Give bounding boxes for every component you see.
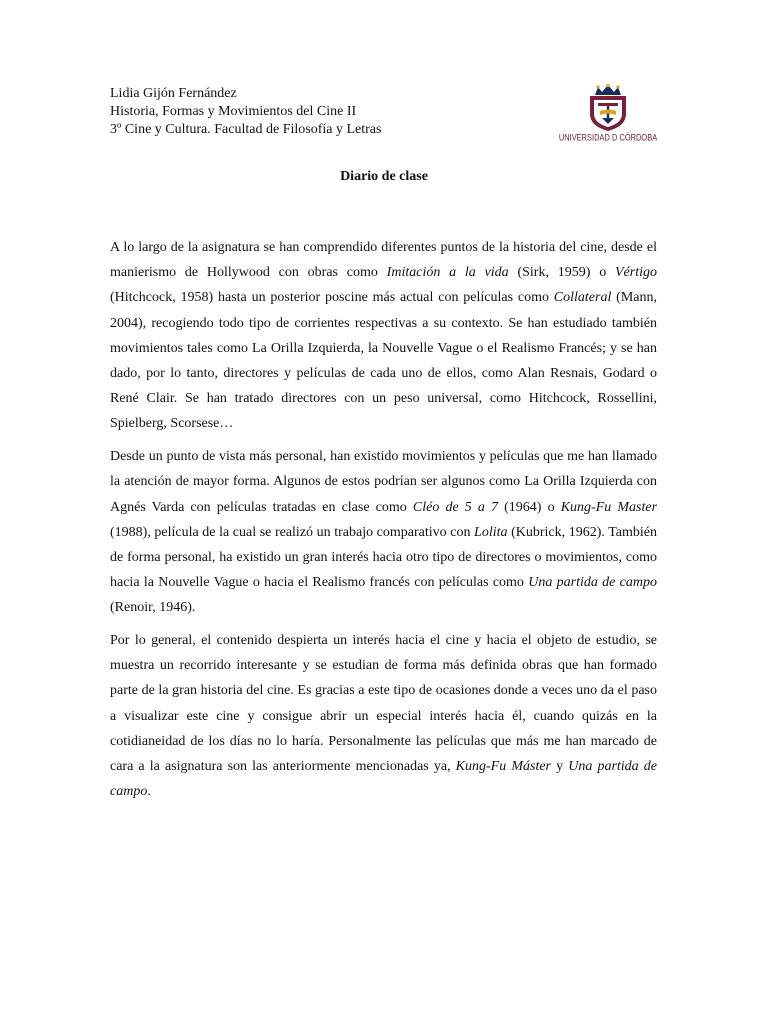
paragraph-text: A lo largo de la asignatura se han comprendido diferentes puntos de la historia del cine, desde el manierismo de Hollywood con obras como	[110, 240, 657, 281]
document-header	[110, 85, 381, 139]
paragraph-text: (1988), película de la cual se realizó un trabajo comparativo con	[110, 524, 475, 540]
film-title: Kung-Fu Master	[560, 499, 658, 515]
author-name: Lidia Gijón Fernández	[110, 86, 237, 101]
paragraph-text: (Mann, 2004), recogiendo todo tipo de corrientes respectivas a su contexto. Se han estudiado también movimientos tales como La Orilla Izquierda, la Nouvelle Vague o el Realismo Francés; y se han dado, por lo tanto, directores y películas de cada uno de ellos, como Alan Resnais, Godard o René Clair. Se han tratado directores con un peso universal, como Hitchcock, Rossellini, Spielberg, Scorsese…	[110, 290, 658, 432]
university-crest-icon	[586, 84, 630, 132]
document-title: Diario de clase	[340, 169, 428, 184]
film-title: Vértigo	[615, 265, 657, 281]
document-body	[110, 235, 657, 812]
degree-faculty: 3º Cine y Cultura. Facultad de Filosofía y Letras	[110, 122, 382, 137]
film-title: Collateral	[553, 290, 612, 306]
film-title: Imitación a la vida	[386, 265, 509, 281]
university-logo	[556, 84, 660, 146]
paragraph-text: (Sirk, 1959) o	[508, 265, 615, 281]
paragraph-text: (1964) o	[498, 499, 561, 515]
body-paragraph	[110, 628, 657, 804]
film-title: Lolita	[474, 524, 508, 540]
film-title: Kung-Fu Máster	[455, 759, 551, 775]
paragraph-text: y	[551, 759, 569, 775]
film-title: Cléo de 5 a 7	[412, 499, 499, 515]
body-paragraph	[110, 444, 657, 620]
course-name: Historia, Formas y Movimientos del Cine II	[110, 104, 357, 119]
paragraph-text: (Renoir, 1946).	[110, 600, 196, 616]
paragraph-text: (Hitchcock, 1958) hasta un posterior poscine más actual con películas como	[110, 290, 554, 306]
university-logo-text: UNIVERSIDAD D CÓRDOBA	[558, 131, 658, 144]
film-title: Una partida de campo	[110, 759, 657, 800]
paragraph-text: Desde un punto de vista más personal, han existido movimientos y películas que me han llamado la atención de mayor forma. Algunos de estos podrían ser algunos como La Orilla Izquierda con Agnés Varda con películas tratadas en clase como	[110, 449, 657, 515]
paragraph-text: .	[147, 784, 151, 800]
body-paragraph	[110, 235, 657, 437]
film-title: Una partida de campo	[528, 575, 657, 591]
paragraph-text: (Kubrick, 1962). También de forma personal, ha existido un gran interés hacia otro tipo de directores o movimientos, como hacia la Nouvelle Vague o hacia el Realismo francés con películas como	[110, 524, 657, 591]
paragraph-text: Por lo general, el contenido despierta un interés hacia el cine y hacia el objeto de estudio, se muestra un recorrido interesante y se estudian de forma más definida obras que han formado parte de la gran historia del cine. Es gracias a este tipo de ocasiones donde a veces uno da el paso a visualizar este cine y consigue abrir un especial interés hacia él, cuando quizás en la cotidianeidad de los días no lo haría. Personalmente las películas que más me han marcado de cara a la asignatura son las anteriormente mencionadas ya,	[110, 633, 657, 775]
